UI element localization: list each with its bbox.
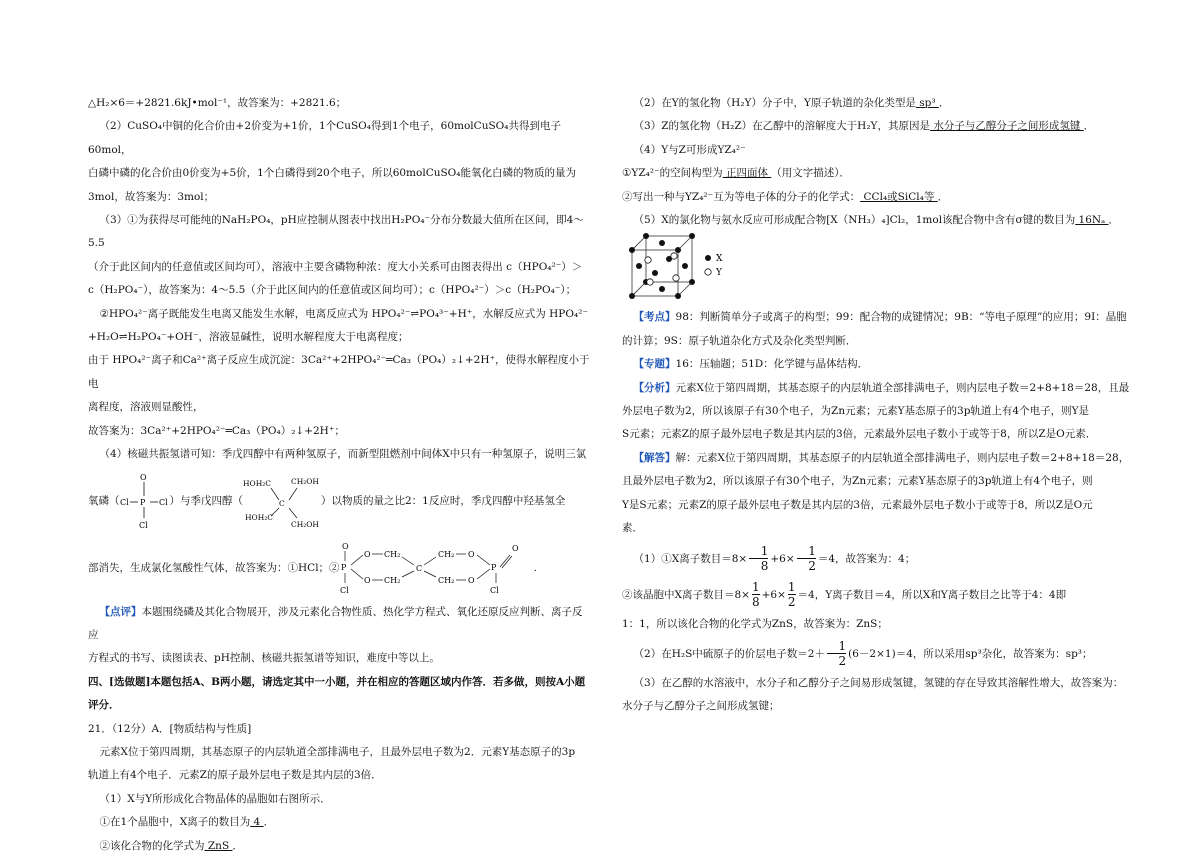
text-line: （3）在乙醇的水溶液中，水分子和乙醇分子之间易形成氢键，氢键的存在导致其溶解性增大，故答案为： [633,676,1124,689]
text-line: 轨道上有4个电子．元素Z的原子最外层电子数是其内层的3倍． [88,769,382,782]
text-line: ②HPO₄²⁻离子既能发生电离又能发生水解，电离反应式为 HPO₄²⁻⇌PO₄³⁻+H⁺，水解反应式为 HPO₄²⁻ [99,307,588,320]
question-title: 21．（12分）A．[物质结构与性质] [88,722,252,735]
text-line: 水分子与乙醇分子之间形成氢键； [622,700,780,713]
answer-blank: 4 [250,816,264,829]
section-heading: 评分． [88,699,120,712]
numerator: 1 [787,580,796,594]
text-fragment: 解：元素X位于第四周期，其基态原子的内层轨道全部排满电子，则内层电子数＝2+8+18＝28， [675,451,1130,464]
section-heading: 四、[选做题]本题包括A、B两小题，请选定其中一小题，并在相应的答题区域内作答．若多做，则按A小题 [88,675,586,688]
x-atom [629,247,635,253]
text-line: 3mol，故答案为：3mol； [88,190,215,203]
x-atom [643,233,649,239]
text-fragment: 98：判断简单分子或离子的构型；99：配合物的成键情况；9B：“等电子原理”的应用；9I：晶胞 [675,311,1127,324]
x-atom [689,233,695,239]
group-label: HOH₂C [245,512,273,522]
text-line: c（H₂PO₄⁻），故答案为：4～5.5（介于此区间内的任意值或区间均可）；c（HPO₄²⁻）＞c（H₂PO₄⁻）； [88,284,577,297]
fraction-1-2 [797,544,816,573]
group-label: HOH₂C [243,478,271,488]
x-atom [682,263,688,269]
denominator: 8 [751,595,760,609]
numerator: 1 [808,544,816,558]
denominator: 2 [797,558,816,573]
x-atom [652,270,658,276]
atom-label: Cl [119,497,129,507]
x-atom [659,240,665,246]
text-line: 外层电子数为2，所以该原子有30个电子，为Zn元素；元素Y基态原子的3p轨道上有4个电子，则Y是 [622,405,1090,418]
atom-label: O [363,549,371,559]
text-line: +H₂O⇌H₂PO₄⁻+OH⁻，溶液显碱性，说明水解程度大于电离程度； [88,331,409,344]
text-fragment: ①在1个晶胞中，X离子的数目为 [99,816,251,829]
atom-label: Cl [158,497,168,507]
atom-label: O [511,543,519,553]
text-fragment: ． [938,97,950,109]
atom-label: O [363,575,371,585]
text-fragment: ）与季戊四醇（ [169,494,243,507]
text-fragment: ＝4，故答案为：4； [817,552,916,565]
denominator: 8 [749,558,768,573]
atom-label: O [341,541,349,551]
atom-label: P [139,497,145,507]
text-line: 离程度，溶液则显酸性， [88,401,204,414]
text-line [622,377,1134,400]
legend-x-marker [705,255,711,261]
atom-label: Cl [489,585,499,595]
fenxi-tag: 【分析】 [633,381,676,394]
text-line: 1：1，所以该化合物的化学式为ZnS，故答案为：ZnS； [622,617,888,630]
atom-label: C [415,563,422,573]
text-fragment: ． [1108,214,1119,227]
text-line: （3）①为获得尽可能纯的NaH₂PO₄，pH应控制从图表中找出H₂PO₄⁻分布分数最大值所在区间，即4～5.5 [88,214,584,250]
calc-line [622,636,1134,672]
answer-blank: sp³ [915,97,939,109]
x-atom [689,279,695,285]
text-line: 元素X位于第四周期，其基态原子的内层轨道全部排满电子，且最外层电子数为2．元素Y基态原子的3p [99,745,576,758]
text-line: （4）Y与Z可形成YZ₄²⁻ [633,143,746,156]
answer-blank: 正四面体 [722,167,772,180]
text-line [88,835,590,858]
atom-label: O [467,575,475,585]
atom-label: O [467,549,475,559]
y-atom [645,257,651,263]
comment-line [88,601,590,648]
text-line: S元素；元素Z的原子最外层电子数是其内层的3倍，元素最外层电子数小于或等于8，所以Z是O元素． [622,428,1097,441]
text-line: 白磷中磷的化合价由0价变为+5价，1个白磷得到20个电子，所以60molCuSO₄能氧化白磷的物质的量为 [88,167,577,180]
atom-label: P [340,562,346,572]
text-line: （4）核磁共振氢谱可知：季戊四醇中有两种氢原子，而新型阻燃剂中间体X中只有一种氢原子，说明三氯 [99,448,587,461]
atom-label: C [279,498,285,508]
text-fragment: +6× [761,588,786,601]
x-atom [659,286,665,292]
answer-blank: ZnS [204,839,233,852]
fraction-1-8 [749,544,768,573]
group-label: CH₂ [383,575,400,585]
structure-row [88,467,590,537]
text-fragment: ②该晶胞中X离子数目＝8× [622,588,750,601]
jieda-tag: 【解答】 [633,451,676,464]
text-fragment: （1）①X离子数目＝8× [633,552,748,565]
text-fragment: （3）Z的氢化物（H₂Z）在乙醇中的溶解度大于H₂Y，其原因是 [633,120,930,133]
text-fragment: （用文字描述）． [771,167,851,180]
fraction-1-2 [827,639,846,668]
y-atom [671,253,677,259]
kaodian-tag: 【考点】 [633,311,676,324]
y-atom [673,275,679,281]
legend-y-marker [705,269,711,275]
group-label: CH₂ [437,575,454,585]
text-fragment: ． [1083,120,1095,133]
text-line [88,811,590,834]
text-line: △H₂×6＝+2821.6kJ•mol⁻¹，故答案为：+2821.6； [88,97,347,109]
text-fragment: ①YZ₄²⁻的空间构型为 [622,167,723,180]
text-fragment: . [533,561,537,574]
pocl3-structure [120,470,170,534]
text-fragment: ＝4，Y离子数目＝4，所以X和Y离子数目之比等于4：4即 [797,588,1067,601]
legend-x-label: X [716,254,723,265]
group-label: CH₂OH [291,519,319,529]
group-label: CH₂ [383,549,400,559]
text-line: 素． [622,522,643,535]
text-line [622,209,1134,232]
text-fragment: ． [937,190,949,203]
text-fragment: （2）在H₂S中硫原子的价层电子数＝2＋ [633,647,825,660]
text-line [622,447,1134,470]
answer-blank: 水分子与乙醇分子之间形成氢键 [929,120,1084,133]
calc-line [622,541,1134,577]
group-label: CH₂ [437,549,454,559]
structure-row [88,537,590,601]
y-atom [647,279,653,285]
atom-label: P [490,562,496,572]
text-line [622,306,1134,329]
answer-blank: 16Nₐ [1075,214,1109,227]
text-fragment: ②该化合物的化学式为 [99,839,205,852]
text-fragment: 氧磷（ [88,494,120,507]
text-fragment: （2）在Y的氢化物（H₂Y）分子中，Y原子轨道的杂化类型是 [633,97,916,109]
text-line [622,162,1134,185]
text-fragment: ． [232,839,243,852]
x-atom [675,247,681,253]
legend-y-label: Y [716,268,722,279]
text-line [622,186,1134,209]
fraction-1-8 [752,580,760,609]
group-label: CH₂OH [291,476,319,486]
text-fragment: ）以物质的量之比2：1反应时，季戊四醇中羟基氢全 [321,494,566,507]
numerator: 1 [751,580,760,594]
left-column [88,92,590,858]
text-line: 故答案为：3Ca²⁺+2HPO₄²⁻═Ca₃（PO₄）₂↓+2H⁺； [88,424,345,437]
text-line: 的计算；9S：原子轨道杂化方式及杂化类型判断． [622,334,857,347]
atom-label: Cl [339,585,349,595]
comment-tag: 【点评】 [99,605,142,618]
text-line: （1）X与Y所形成化合物晶体的晶胞如右图所示． [99,792,331,805]
text-fragment: 部消失，生成氯化氢酸性气体，故答案为：①HCl；② [88,561,340,574]
calc-line [622,577,1134,613]
comment-text: 本题围绕磷及其化合物展开，涉及元素化合物性质、热化学方程式、氧化还原反应判断、离子反应 [88,605,583,641]
answer-blank: CCl₄或SiCl₄等 [860,190,938,203]
text-fragment: ②写出一种与YZ₄²⁻互为等电子体的分子的化学式： [622,190,861,203]
x-atom [675,293,681,299]
atom-label: O [139,472,147,482]
comment-line: 方程式的书写、读图读表、pH控制、核磁共振氢谱等知识，难度中等以上。 [88,652,440,665]
denominator: 2 [827,653,846,668]
pentaerythritol-structure [243,470,321,534]
text-fragment: +6× [770,552,795,565]
text-fragment: (6－2×1)＝4，所以采用sp³杂化，故答案为：sp³； [848,647,1093,660]
text-fragment: （5）X的氯化物与氨水反应可形成配合物[X（NH₃）₄]Cl₂，1mol该配合物中含有σ键的数目为 [633,214,1076,227]
text-line: 由于 HPO₄²⁻离子和Ca²⁺离子反应生成沉淀：3Ca²⁺+2HPO₄²⁻═Ca₃（PO₄）₂↓+2H⁺，使得水解程度小于电 [88,354,590,390]
text-line: （2）CuSO₄中铜的化合价由+2价变为+1价，1个CuSO₄得到1个电子，60molCuSO₄共得到电子60mol， [88,120,561,156]
denominator: 2 [787,595,796,609]
zhuanti-tag: 【专题】 [633,358,676,371]
text-line: 且最外层电子数为2，所以该原子有30个电子，为Zn元素；元素Y基态原子的3p轨道上有4个电子，则 [622,475,1093,488]
text-line: Y是S元素；元素Z的原子最外层电子数是其内层的3倍，元素最外层电子数小于或等于8，所以Z是O元 [622,498,1093,511]
atom-label: Cl [138,520,148,530]
text-fragment: ． [263,816,275,829]
text-line [622,92,1134,115]
text-line: （介于此区间内的任意值或区间均可），溶液中主要含磷物种浓：度大小关系可由图表得出 c（HPO₄²⁻）＞ [88,260,583,273]
crystal-cell-diagram [626,232,746,306]
text-line [622,115,1134,138]
text-fragment: 元素X位于第四周期，其基态原子的内层轨道全部排满电子，则内层电子数＝2+8+18＝28，且最 [675,381,1130,394]
fraction-1-2 [788,580,796,609]
numerator: 1 [760,544,769,558]
right-column [622,92,1134,719]
text-line [622,353,1134,376]
crystal-figure-row [622,232,1134,306]
x-atom [629,293,635,299]
text-fragment: 16：压轴题；51D：化学键与晶体结构． [675,358,869,371]
x-atom [636,263,642,269]
numerator: 1 [838,639,847,654]
product-x-structure [340,537,534,601]
